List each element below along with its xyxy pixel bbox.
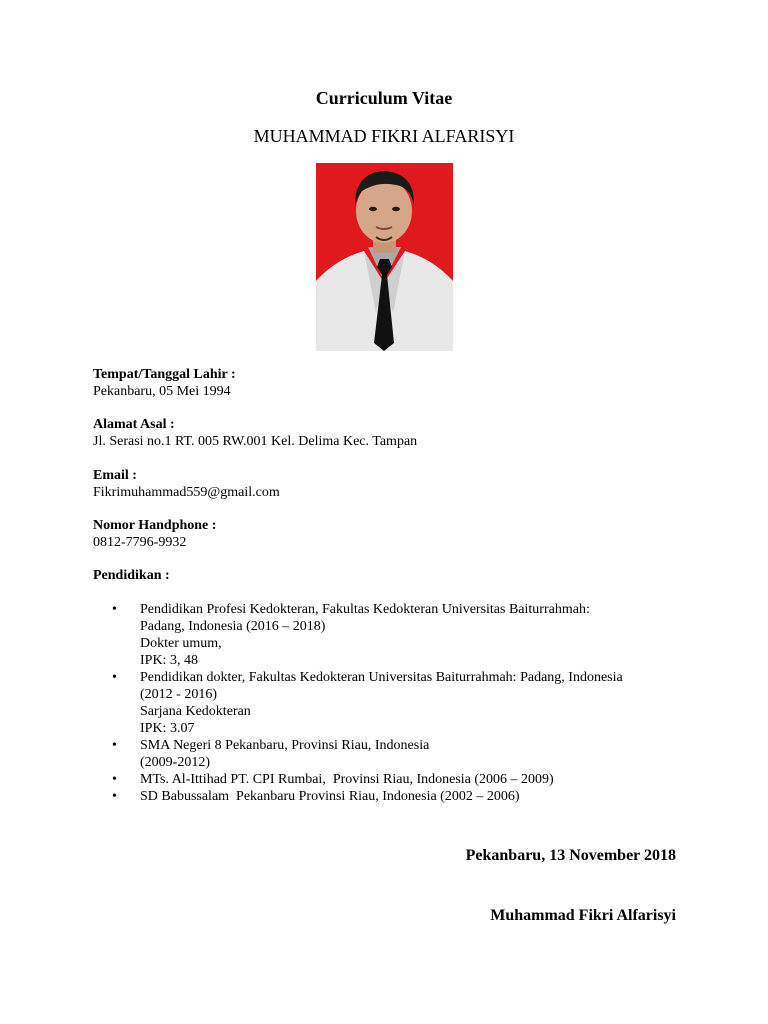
education-line: (2012 - 2016) — [140, 687, 217, 702]
field-value: 0812-7796-9932 — [93, 535, 187, 550]
field-birth — [93, 366, 236, 400]
education-line: Sarjana Kedokteran — [140, 704, 251, 719]
bullet-icon: • — [112, 602, 117, 617]
education-list — [112, 601, 712, 805]
bullet-icon: • — [112, 738, 117, 753]
bullet-icon: • — [112, 772, 117, 787]
field-value: Pekanbaru, 05 Mei 1994 — [93, 384, 231, 399]
field-label: Nomor Handphone : — [93, 518, 217, 533]
education-line: IPK: 3.07 — [140, 721, 195, 736]
document-title: Curriculum Vitae — [315, 88, 453, 108]
field-label: Tempat/Tanggal Lahir : — [93, 367, 236, 382]
education-line: IPK: 3, 48 — [140, 653, 198, 668]
field-phone — [93, 517, 216, 551]
field-value: Fikrimuhammad559@gmail.com — [93, 485, 280, 500]
field-label: Email : — [93, 468, 137, 483]
field-address — [93, 416, 417, 450]
list-item — [112, 737, 712, 771]
list-item — [112, 601, 712, 669]
list-item — [112, 788, 712, 805]
list-item — [112, 669, 712, 737]
education-line: MTs. Al-Ittihad PT. CPI Rumbai, Provinsi Riau, Indonesia (2006 – 2009) — [140, 772, 554, 787]
education-line: SMA Negeri 8 Pekanbaru, Provinsi Riau, Indonesia — [140, 738, 430, 753]
signature-place-date: Pekanbaru, 13 November 2018 — [465, 847, 676, 864]
education-line: Pendidikan Profesi Kedokteran, Fakultas Kedokteran Universitas Baiturrahmah: — [140, 602, 590, 617]
education-heading: Pendidikan : — [93, 568, 170, 583]
education-line: Padang, Indonesia (2016 – 2018) — [140, 619, 326, 634]
portrait-illustration — [316, 163, 453, 351]
education-line: SD Babussalam Pekanbaru Provinsi Riau, Indonesia (2002 – 2006) — [140, 789, 520, 804]
list-item — [112, 771, 712, 788]
bullet-icon: • — [112, 670, 117, 685]
applicant-name-heading: MUHAMMAD FIKRI ALFARISYI — [253, 126, 515, 146]
education-line: Dokter umum, — [140, 636, 222, 651]
education-line: Pendidikan dokter, Fakultas Kedokteran Universitas Baiturrahmah: Padang, Indonesia — [140, 670, 623, 685]
field-email — [93, 467, 280, 501]
signature-name: Muhammad Fikri Alfarisyi — [490, 907, 676, 924]
field-label: Alamat Asal : — [93, 417, 175, 432]
education-line: (2009-2012) — [140, 755, 210, 770]
profile-photo — [316, 163, 453, 351]
field-value: Jl. Serasi no.1 RT. 005 RW.001 Kel. Delima Kec. Tampan — [93, 434, 418, 449]
bullet-icon: • — [112, 789, 117, 804]
